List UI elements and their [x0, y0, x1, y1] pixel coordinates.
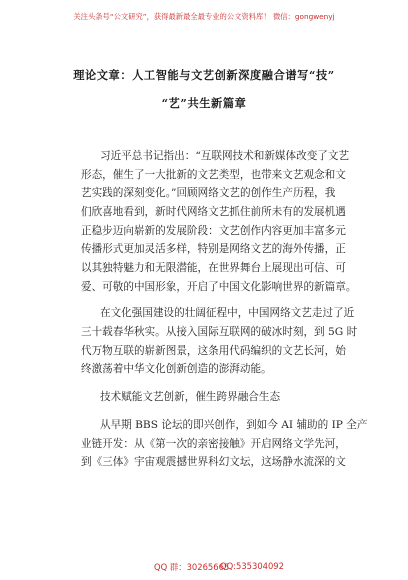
paragraph-3-line: 从早期 BBS 论坛的即兴创作，到如今 AI 辅助的 IP 全产 [100, 419, 368, 431]
document-title-line-2: “艺”共生新篇章 [161, 96, 247, 110]
document-title-line-1: 理论文章：人工智能与文艺创新深度融合谱写“技” [73, 68, 335, 82]
paragraph-1-line: 们欣喜地看到，新时代网络文艺抓住前所未有的发展机遇 [81, 206, 346, 218]
paragraph-1-line: 正稳步迈向崭新的发展阶段：文艺创作内容更加丰富多元 [81, 225, 346, 237]
footer-qq-group: QQ 群：30265665 [154, 562, 230, 572]
paragraph-2-line: 代万物互联的崭新图景，这条用代码编织的文艺长河，始 [81, 345, 346, 357]
section-heading: 技术赋能文艺创新，催生跨界融合生态 [100, 391, 281, 403]
footer-qq-contact: QQ:535304092 [220, 561, 284, 571]
paragraph-1-line: 习近平总书记指出：“互联网技术和新媒体改变了文艺 [100, 150, 350, 162]
paragraph-1-line: 艺实践的深刻变化。”回顾网络文艺的创作生产历程，我 [81, 187, 336, 199]
paragraph-1-line: 传播形式更加灵活多样，特别是网络文艺的海外传播，正 [81, 243, 346, 255]
paragraph-3-line: 到《三体》宇宙观震撼世界科幻文坛，这场静水流深的文 [81, 456, 346, 468]
paragraph-1-line: 爱、可敬的中国形象，开启了中国文化影响世界的新篇章。 [81, 281, 357, 293]
paragraph-1-line: 以其独特魅力和无限潜能，在世界舞台上展现出可信、可 [81, 262, 346, 274]
paragraph-2-line: 三十载春华秋实。从接入国际互联网的破冰时刻，到 5G 时 [81, 326, 358, 338]
paragraph-3-line: 业链开发：从《第一次的亲密接触》开启网络文学先河， [81, 438, 346, 450]
header-note: 关注头条号“公文研究”，获得最新最全最专业的公文资料库！ 微信：gongwenyj [73, 12, 335, 21]
paragraph-2-line: 终激荡着中华文化创新创造的澎湃动能。 [81, 363, 272, 375]
paragraph-1-line: 形态，催生了一大批新的文艺类型，也带来文艺观念和文 [81, 169, 346, 181]
paragraph-2-line: 在文化强国建设的壮阔征程中，中国网络文艺走过了近 [100, 307, 355, 319]
